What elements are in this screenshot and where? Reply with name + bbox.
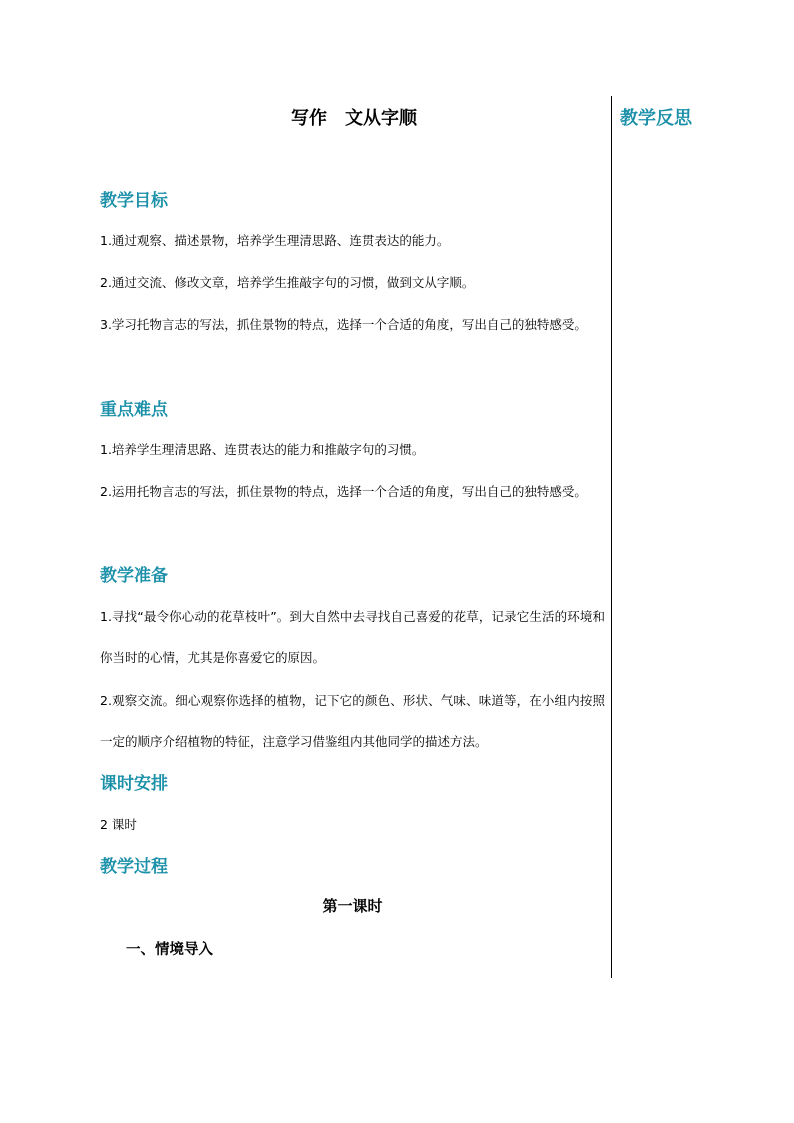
reflection-column-title: 教学反思 [620, 108, 692, 129]
key-point-item-1: 1.培养学生理清思路、连贯表达的能力和推敲字句的习惯。 [100, 442, 425, 457]
objective-item-1: 1.通过观察、描述景物，培养学生理清思路、连贯表达的能力。 [100, 233, 450, 248]
objectives-heading: 教学目标 [100, 191, 168, 211]
process-heading: 教学过程 [100, 857, 168, 877]
preparation-item-2: 2.观察交流。细心观察你选择的植物，记下它的颜色、形状、气味、味道等，在小组内按照一定的顺序介绍植物的特征，注意学习借鉴组内其他同学的描述方法。 [100, 693, 605, 749]
process-step-1: 一、情境导入 [126, 942, 213, 958]
column-divider [611, 96, 612, 978]
lesson-title: 第一课时 [322, 897, 383, 915]
document-title: 写作 文从字顺 [291, 108, 417, 129]
preparation-heading: 教学准备 [100, 566, 168, 586]
key-points-heading: 重点难点 [100, 400, 168, 420]
key-point-item-2: 2.运用托物言志的写法，抓住景物的特点，选择一个合适的角度，写出自己的独特感受。 [100, 484, 587, 499]
objective-item-3: 3.学习托物言志的写法，抓住景物的特点，选择一个合适的角度，写出自己的独特感受。 [100, 317, 587, 332]
objective-item-2: 2.通过交流、修改文章，培养学生推敲字句的习惯，做到文从字顺。 [100, 275, 475, 290]
schedule-text: 2 课时 [100, 817, 137, 832]
schedule-heading: 课时安排 [100, 774, 168, 794]
preparation-item-1: 1.寻找“最令你心动的花草枝叶”。到大自然中去寻找自己喜爱的花草，记录它生活的环境和你当时的心情，尤其是你喜爱它的原因。 [100, 609, 605, 665]
